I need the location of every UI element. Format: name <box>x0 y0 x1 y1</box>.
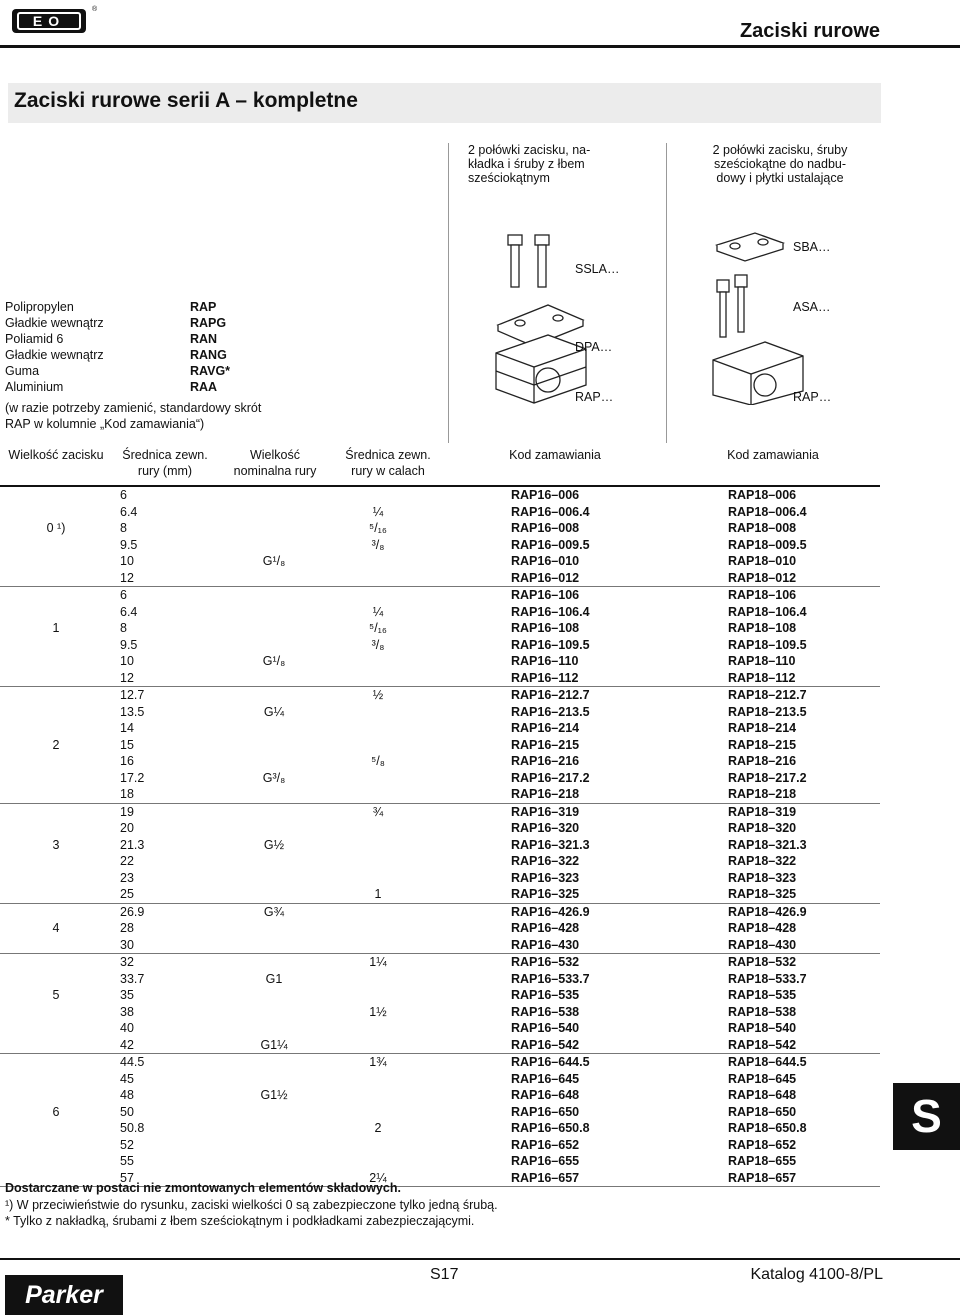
nominal-size-cell: G½ <box>263 837 285 852</box>
order-code-rap18-cell: RAP18–109.5 <box>728 637 807 652</box>
order-code-rap18-cell: RAP18–108 <box>728 621 797 635</box>
outer-diameter-mm-cell: 26.9 <box>120 904 145 919</box>
outer-diameter-mm-cell: 16 <box>120 754 134 768</box>
material-name: Gładkie wewnątrz <box>5 348 104 362</box>
order-code-rap18-cell: RAP18–218 <box>728 787 797 801</box>
order-code-rap18-cell: RAP18–008 <box>728 521 797 535</box>
outer-diameter-mm-cell: 21.3 <box>120 837 145 852</box>
material-name: Guma <box>5 364 40 378</box>
outer-diameter-mm-cell: 28 <box>120 921 134 935</box>
material-code: RAPG <box>190 316 227 330</box>
desc1-line: sześciokątnym <box>468 171 550 185</box>
outer-diameter-mm-cell: 38 <box>120 1004 134 1019</box>
table-row <box>0 604 880 621</box>
order-code-rap16-cell: RAP16–006 <box>511 488 580 502</box>
outer-diameter-mm-cell: 50 <box>120 1104 134 1119</box>
order-code-rap16-cell: RAP16–322 <box>511 854 580 868</box>
nominal-size-cell: G¹/₈ <box>262 554 286 568</box>
order-code-rap18-cell: RAP18–535 <box>728 988 797 1002</box>
sla-label: SSLA… <box>575 262 620 276</box>
header-order-code-2 <box>698 447 848 463</box>
table-row <box>0 853 880 870</box>
table-row <box>0 670 880 687</box>
material-name: Poliamid 6 <box>5 332 64 346</box>
table-row <box>0 537 880 554</box>
column-description-1 <box>468 143 618 185</box>
column-description-2 <box>690 143 870 185</box>
nominal-size-cell: G1¼ <box>260 1037 288 1052</box>
order-code-rap16-cell: RAP16–430 <box>511 937 580 952</box>
column-divider <box>448 143 449 443</box>
order-code-rap16-cell: RAP16–212.7 <box>511 688 590 702</box>
table-row <box>0 770 880 787</box>
table-row <box>0 1004 880 1021</box>
order-code-rap18-cell: RAP18–644.5 <box>728 1055 807 1069</box>
outer-diameter-mm-cell: 6 <box>120 488 127 502</box>
outer-diameter-inch-cell: 1¼ <box>369 955 387 969</box>
outer-diameter-mm-cell: 30 <box>120 937 134 952</box>
material-row <box>5 347 265 363</box>
table-row <box>0 737 880 754</box>
material-row <box>5 299 265 315</box>
outer-diameter-inch-cell: ¾ <box>372 804 384 819</box>
table-row <box>0 786 880 803</box>
table-row <box>0 1153 880 1170</box>
table-row <box>0 687 880 704</box>
outer-diameter-mm-cell: 12.7 <box>120 688 145 702</box>
order-code-rap16-cell: RAP16–645 <box>511 1071 580 1086</box>
size-group <box>0 954 880 1054</box>
footnote-1: ¹) W przeciwieństwie do rysunku, zaciski wielkości 0 są zabezpieczone tylko jedną śrubą. <box>5 1198 498 1212</box>
rap-label-2: RAP… <box>793 390 832 404</box>
order-code-rap18-cell: RAP18–012 <box>728 570 797 585</box>
table-row <box>0 920 880 937</box>
order-code-rap16-cell: RAP16–325 <box>511 887 580 901</box>
order-table <box>0 485 880 1187</box>
order-code-rap16-cell: RAP16–648 <box>511 1088 580 1102</box>
header-order-code-1 <box>480 447 630 463</box>
outer-diameter-mm-cell: 12 <box>120 670 134 685</box>
size-group <box>0 587 880 687</box>
outer-diameter-mm-cell: 42 <box>120 1037 134 1052</box>
order-code-rap18-cell: RAP18–217.2 <box>728 770 807 785</box>
order-code-rap16-cell: RAP16–319 <box>511 804 580 819</box>
order-code-rap18-cell: RAP18–321.3 <box>728 837 807 852</box>
order-code-rap18-cell: RAP18–319 <box>728 804 797 819</box>
outer-diameter-mm-cell: 14 <box>120 721 134 735</box>
order-code-rap18-cell: RAP18–650.8 <box>728 1121 807 1135</box>
order-code-rap18-cell: RAP18–532 <box>728 955 797 969</box>
outer-diameter-mm-cell: 57 <box>120 1170 134 1185</box>
order-code-rap16-cell: RAP16–428 <box>511 921 580 935</box>
outer-diameter-inch-cell: ½ <box>372 688 384 702</box>
order-code-rap16-cell: RAP16–112 <box>511 670 579 685</box>
order-code-rap18-cell: RAP18–650 <box>728 1104 797 1119</box>
header-outer-diameter-mm <box>110 447 220 479</box>
outer-diameter-mm-cell: 48 <box>120 1088 134 1102</box>
outer-diameter-inch-cell: 1½ <box>369 1004 387 1019</box>
order-code-rap18-cell: RAP18–323 <box>728 870 797 885</box>
order-code-rap18-cell: RAP18–652 <box>728 1137 797 1152</box>
outer-diameter-mm-cell: 25 <box>120 887 134 901</box>
clamp-size-cell: 1 <box>52 621 60 635</box>
order-code-rap18-cell: RAP18–009.5 <box>728 537 807 552</box>
table-row <box>0 587 880 604</box>
outer-diameter-mm-cell: 10 <box>120 654 134 668</box>
order-code-rap18-cell: RAP18–106.4 <box>728 604 807 619</box>
table-row <box>0 1104 880 1121</box>
outer-diameter-mm-cell: 10 <box>120 554 134 568</box>
outer-diameter-mm-cell: 6.4 <box>120 604 138 619</box>
order-code-rap16-cell: RAP16–533.7 <box>511 971 590 986</box>
order-code-rap18-cell: RAP18–106 <box>728 588 797 602</box>
materials-list <box>5 299 265 432</box>
order-code-rap18-cell: RAP18–006 <box>728 488 797 502</box>
material-code: RAN <box>190 332 218 346</box>
outer-diameter-mm-cell: 12 <box>120 570 134 585</box>
order-code-rap16-cell: RAP16–218 <box>511 787 580 801</box>
size-group <box>0 687 880 804</box>
eo-logo-text: EO <box>17 12 81 30</box>
table-row <box>0 904 880 921</box>
order-code-rap16-cell: RAP16–214 <box>511 721 580 735</box>
supply-note: Dostarczane w postaci nie zmontowanych elementów składowych. <box>5 1181 401 1195</box>
outer-diameter-inch-cell: 1¾ <box>369 1055 387 1069</box>
order-code-rap18-cell: RAP18–112 <box>728 670 796 685</box>
order-code-rap18-cell: RAP18–214 <box>728 721 797 735</box>
order-code-rap18-cell: RAP18–655 <box>728 1154 797 1168</box>
order-code-rap18-cell: RAP18–110 <box>728 654 796 668</box>
order-code-rap16-cell: RAP16–655 <box>511 1154 580 1168</box>
header-line: Kod zamawiania <box>727 448 819 462</box>
table-row <box>0 804 880 821</box>
table-row <box>0 886 880 903</box>
clamp-size-cell: 3 <box>52 837 60 852</box>
table-row <box>0 570 880 587</box>
order-code-rap18-cell: RAP18–542 <box>728 1037 797 1052</box>
order-code-rap16-cell: RAP16–110 <box>511 654 579 668</box>
outer-diameter-mm-cell: 23 <box>120 870 134 885</box>
size-group <box>0 1054 880 1187</box>
nominal-size-cell: G1 <box>265 971 283 986</box>
order-code-rap16-cell: RAP16–644.5 <box>511 1055 590 1069</box>
outer-diameter-inch-cell: 1 <box>374 887 382 901</box>
nominal-size-cell: G¾ <box>263 904 285 919</box>
material-code: RANG <box>190 348 227 362</box>
outer-diameter-mm-cell: 6 <box>120 588 127 602</box>
order-code-rap16-cell: RAP16–532 <box>511 955 580 969</box>
desc2-line: sześciokątne do nadbu- <box>713 157 847 171</box>
outer-diameter-inch-cell: ⁵/₁₆ <box>369 521 387 535</box>
table-row <box>0 1120 880 1137</box>
order-code-rap18-cell: RAP18–426.9 <box>728 904 807 919</box>
outer-diameter-inch-cell: ⁵/₈ <box>371 754 385 768</box>
table-row <box>0 870 880 887</box>
header-line: Średnica zewn. <box>345 448 431 462</box>
outer-diameter-mm-cell: 18 <box>120 787 134 801</box>
header-nominal-size <box>225 447 325 479</box>
clamp-size-cell: 5 <box>52 988 60 1002</box>
table-row <box>0 637 880 654</box>
order-code-rap16-cell: RAP16–010 <box>511 554 580 568</box>
table-row <box>0 704 880 721</box>
section-tab-s: S <box>893 1083 960 1150</box>
outer-diameter-mm-cell: 45 <box>120 1071 134 1086</box>
order-code-rap16-cell: RAP16–008 <box>511 521 580 535</box>
material-name: Aluminium <box>5 380 64 394</box>
nominal-size-cell: G³/₈ <box>262 770 286 785</box>
header-line: Wielkość zacisku <box>8 448 104 462</box>
nominal-size-cell: G¼ <box>263 704 285 719</box>
materials-note: (w razie potrzeby zamienić, standardowy skrót <box>5 401 262 415</box>
table-row <box>0 1037 880 1054</box>
order-code-rap16-cell: RAP16–109.5 <box>511 637 590 652</box>
order-code-rap16-cell: RAP16–216 <box>511 754 580 768</box>
material-code: RAP <box>190 300 217 314</box>
nominal-size-cell: G¹/₈ <box>262 654 286 668</box>
header-title: Zaciski rurowe <box>739 20 880 42</box>
order-code-rap18-cell: RAP18–216 <box>728 754 797 768</box>
catalog-number: Katalog 4100-8/PL <box>750 1266 883 1283</box>
clamp-size-cell: 0 ¹) <box>46 521 66 535</box>
header-clamp-size <box>0 447 112 463</box>
order-code-rap16-cell: RAP16–106.4 <box>511 604 590 619</box>
table-row <box>0 1087 880 1104</box>
outer-diameter-mm-cell: 20 <box>120 821 134 835</box>
desc2-line: 2 połówki zacisku, śruby <box>712 143 848 157</box>
order-code-rap16-cell: RAP16–650.8 <box>511 1121 590 1135</box>
outer-diameter-inch-cell: 2¼ <box>369 1170 387 1185</box>
table-row <box>0 820 880 837</box>
material-name: Gładkie wewnątrz <box>5 316 104 330</box>
order-code-rap16-cell: RAP16–012 <box>511 570 580 585</box>
table-row <box>0 837 880 854</box>
table-row <box>0 553 880 570</box>
table-row <box>0 937 880 954</box>
clamp-size-cell: 4 <box>52 921 60 935</box>
table-row <box>0 971 880 988</box>
order-code-rap18-cell: RAP18–212.7 <box>728 688 807 702</box>
outer-diameter-mm-cell: 15 <box>120 737 134 752</box>
outer-diameter-mm-cell: 35 <box>120 988 134 1002</box>
size-group <box>0 804 880 904</box>
outer-diameter-mm-cell: 55 <box>120 1154 134 1168</box>
dpa-label: DPA… <box>575 340 613 354</box>
outer-diameter-mm-cell: 50.8 <box>120 1121 145 1135</box>
order-code-rap18-cell: RAP18–533.7 <box>728 971 807 986</box>
clamp-assembly-1-illustration <box>488 225 598 405</box>
order-code-rap16-cell: RAP16–652 <box>511 1137 580 1152</box>
order-code-rap16-cell: RAP16–426.9 <box>511 904 590 919</box>
clamp-size-cell: 2 <box>52 737 60 752</box>
table-row <box>0 487 880 504</box>
order-code-rap16-cell: RAP16–542 <box>511 1037 580 1052</box>
table-row <box>0 520 880 537</box>
order-code-rap16-cell: RAP16–540 <box>511 1021 580 1035</box>
order-code-rap18-cell: RAP18–213.5 <box>728 704 807 719</box>
order-code-rap18-cell: RAP18–215 <box>728 737 797 752</box>
order-code-rap16-cell: RAP16–320 <box>511 821 580 835</box>
order-code-rap16-cell: RAP16–215 <box>511 737 580 752</box>
registered-icon: ® <box>92 6 98 13</box>
outer-diameter-mm-cell: 32 <box>120 955 134 969</box>
order-code-rap18-cell: RAP18–540 <box>728 1021 797 1035</box>
eo-logo <box>12 6 98 33</box>
outer-diameter-mm-cell: 33.7 <box>120 971 145 986</box>
table-row <box>0 987 880 1004</box>
outer-diameter-mm-cell: 44.5 <box>120 1055 145 1069</box>
order-code-rap16-cell: RAP16–538 <box>511 1004 580 1019</box>
order-code-rap18-cell: RAP18–010 <box>728 554 797 568</box>
order-code-rap16-cell: RAP16–321.3 <box>511 837 590 852</box>
outer-diameter-mm-cell: 40 <box>120 1021 134 1035</box>
order-code-rap16-cell: RAP16–213.5 <box>511 704 590 719</box>
order-code-rap16-cell: RAP16–217.2 <box>511 770 590 785</box>
order-code-rap18-cell: RAP18–006.4 <box>728 504 807 519</box>
order-code-rap18-cell: RAP18–322 <box>728 854 797 868</box>
table-row <box>0 954 880 971</box>
material-row <box>5 363 265 379</box>
order-code-rap18-cell: RAP18–648 <box>728 1088 797 1102</box>
order-code-rap18-cell: RAP18–657 <box>728 1170 797 1185</box>
outer-diameter-mm-cell: 52 <box>120 1137 134 1152</box>
outer-diameter-mm-cell: 6.4 <box>120 504 138 519</box>
outer-diameter-mm-cell: 13.5 <box>120 704 145 719</box>
header-line: rury w calach <box>351 464 425 478</box>
outer-diameter-inch-cell: ¼ <box>372 504 384 519</box>
outer-diameter-mm-cell: 9.5 <box>120 537 138 552</box>
rap-label-1: RAP… <box>575 390 614 404</box>
outer-diameter-mm-cell: 19 <box>120 804 134 819</box>
order-code-rap16-cell: RAP16–323 <box>511 870 580 885</box>
nominal-size-cell: G1½ <box>260 1088 288 1102</box>
clamp-size-cell: 6 <box>52 1104 60 1119</box>
outer-diameter-inch-cell: ⁵/₁₆ <box>369 621 387 635</box>
parker-logo: Parker <box>5 1275 123 1315</box>
outer-diameter-inch-cell: 2 <box>374 1121 382 1135</box>
outer-diameter-inch-cell: ³/₈ <box>371 537 385 552</box>
outer-diameter-mm-cell: 9.5 <box>120 637 138 652</box>
order-code-rap16-cell: RAP16–650 <box>511 1104 580 1119</box>
header-line: rury (mm) <box>137 464 193 478</box>
table-row <box>0 1054 880 1071</box>
order-code-rap18-cell: RAP18–645 <box>728 1071 797 1086</box>
outer-diameter-inch-cell: ³/₈ <box>371 637 385 652</box>
order-code-rap18-cell: RAP18–325 <box>728 887 797 901</box>
order-code-rap16-cell: RAP16–009.5 <box>511 537 590 552</box>
order-code-rap16-cell: RAP16–535 <box>511 988 580 1002</box>
order-code-rap16-cell: RAP16–006.4 <box>511 504 590 519</box>
order-code-rap18-cell: RAP18–428 <box>728 921 797 935</box>
table-row <box>0 720 880 737</box>
table-row <box>0 1071 880 1088</box>
sba-label: SBA… <box>793 240 831 254</box>
header-outer-diameter-inch <box>333 447 443 479</box>
material-row <box>5 315 265 331</box>
asa-label: ASA… <box>793 300 831 314</box>
desc1-line: kładka i śruby z łbem <box>468 157 585 171</box>
table-row <box>0 504 880 521</box>
material-name: Polipropylen <box>5 300 74 314</box>
order-code-rap18-cell: RAP18–538 <box>728 1004 797 1019</box>
header-line: Kod zamawiania <box>509 448 601 462</box>
material-row <box>5 331 265 347</box>
table-row <box>0 1137 880 1154</box>
header-divider <box>0 45 960 48</box>
footnote-2: * Tylko z nakładką, śrubami z łbem sześciokątnym i podkładkami zabezpieczającymi. <box>5 1214 475 1228</box>
outer-diameter-mm-cell: 17.2 <box>120 770 145 785</box>
material-code: RAA <box>190 380 218 394</box>
order-code-rap18-cell: RAP18–430 <box>728 937 797 952</box>
table-row <box>0 753 880 770</box>
order-code-rap18-cell: RAP18–320 <box>728 821 797 835</box>
size-group <box>0 904 880 955</box>
section-title: Zaciski rurowe serii A – kompletne <box>14 89 358 112</box>
material-row <box>5 379 265 395</box>
header-line: Średnica zewn. <box>122 448 208 462</box>
table-row <box>0 1020 880 1037</box>
materials-note: RAP w kolumnie „Kod zamawiania“) <box>5 417 205 431</box>
order-code-rap16-cell: RAP16–106 <box>511 588 580 602</box>
footer-divider <box>0 1258 960 1260</box>
material-code: RAVG* <box>190 364 231 378</box>
order-code-rap16-cell: RAP16–657 <box>511 1170 580 1185</box>
column-divider <box>666 143 667 443</box>
size-group <box>0 485 880 587</box>
order-code-rap16-cell: RAP16–108 <box>511 621 580 635</box>
outer-diameter-mm-cell: 22 <box>120 854 134 868</box>
table-row <box>0 653 880 670</box>
table-row <box>0 620 880 637</box>
header-line: nominalna rury <box>233 464 317 478</box>
page-number: S17 <box>430 1266 459 1283</box>
outer-diameter-mm-cell: 8 <box>120 621 127 635</box>
header-line: Wielkość <box>249 448 300 462</box>
desc2-line: dowy i płytki ustalające <box>716 171 844 185</box>
outer-diameter-inch-cell: ¼ <box>372 604 384 619</box>
desc1-line: 2 połówki zacisku, na- <box>468 143 591 157</box>
outer-diameter-mm-cell: 8 <box>120 521 127 535</box>
